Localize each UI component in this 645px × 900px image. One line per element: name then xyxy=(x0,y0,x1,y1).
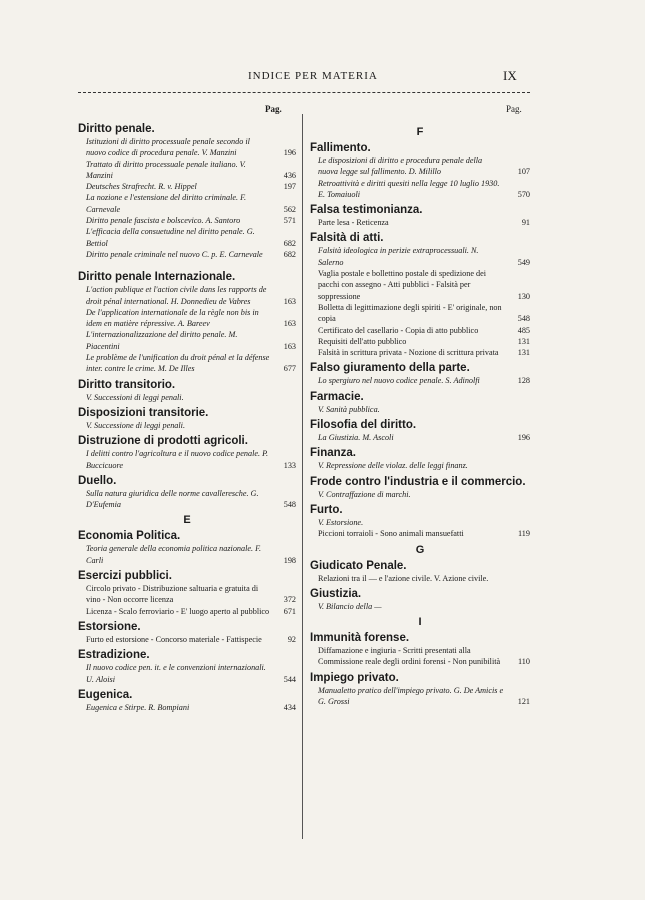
entry-text xyxy=(86,215,296,226)
entry-text xyxy=(318,217,530,228)
entry-title: Retroattività e diritti quesiti nella legge 10 luglio 1930. E. Tomaiuoli xyxy=(318,178,500,199)
entry-text xyxy=(86,634,296,645)
index-entry xyxy=(310,528,530,539)
entry-page-number: 133 xyxy=(283,460,296,470)
index-heading: Estorsione. xyxy=(78,620,141,633)
index-entry xyxy=(78,307,296,330)
index-entry xyxy=(310,645,530,668)
entry-title: Le problème de l'unification du droit pénal et la défense inter. contre le crime. M. De Illes xyxy=(86,353,270,374)
header-rule xyxy=(78,92,530,93)
index-heading: Distruzione di prodotti agricoli. xyxy=(78,435,248,448)
entry-title: V. Repressione delle violaz. delle leggi finanz. xyxy=(318,461,468,471)
entry-title: Teoria generale della economia politica nazionale. F. Carli xyxy=(86,544,262,565)
entry-text xyxy=(318,155,530,178)
entry-text xyxy=(318,178,530,201)
header-title: INDICE PER MATERIA xyxy=(248,70,378,82)
entry-page-number: 198 xyxy=(283,555,296,565)
index-entry xyxy=(310,573,530,584)
entry-title: La Giustizia. M. Ascoli xyxy=(318,433,394,443)
entry-page-number: 485 xyxy=(517,325,530,335)
entry-text xyxy=(86,488,296,511)
index-heading: Giustizia. xyxy=(310,587,362,600)
entry-title: V. Successioni di leggi penali. xyxy=(86,392,184,402)
entry-page-number: 671 xyxy=(283,606,296,616)
entry-title: V. Contraffazione di marchi. xyxy=(318,489,411,499)
index-entry xyxy=(78,192,296,215)
index-entry xyxy=(78,159,296,182)
entry-page-number: 128 xyxy=(517,376,530,386)
index-heading: Esercizi pubblici. xyxy=(78,570,172,583)
index-entry xyxy=(78,352,296,375)
index-heading: Estradizione. xyxy=(78,649,150,662)
entry-text xyxy=(86,181,296,192)
entry-text xyxy=(86,352,296,375)
index-entry xyxy=(78,702,296,713)
entry-text xyxy=(318,375,530,386)
entry-page-number: 548 xyxy=(517,314,530,324)
index-entry xyxy=(78,215,296,226)
index-entry xyxy=(310,155,530,178)
entry-text xyxy=(318,432,530,443)
entry-text xyxy=(318,404,530,415)
index-entry xyxy=(78,583,296,606)
index-heading: Giudicato Penale. xyxy=(310,559,407,572)
entry-title: L'action publique et l'action civile dans les rapports de droit pénal international. H. Donnedieu de Vabres xyxy=(86,285,267,306)
index-entry xyxy=(78,488,296,511)
index-heading: Disposizioni transitorie. xyxy=(78,406,209,419)
entry-text xyxy=(318,489,530,500)
section-letter: E xyxy=(183,514,191,527)
entry-title: Diritto penale fascista e bolscevico. A. Santoro xyxy=(86,216,241,226)
entry-page-number: 131 xyxy=(517,348,530,358)
entry-page-number: 570 xyxy=(517,189,530,199)
entry-text xyxy=(86,606,296,617)
index-heading: Economia Politica. xyxy=(78,530,181,543)
index-entry xyxy=(78,329,296,352)
entry-title: Vaglia postale e bollettino postale di spedizione dei pacchi con assegno - Atti pubblici - Falsità per soppressione xyxy=(318,269,487,301)
index-entry xyxy=(310,302,530,325)
left-column xyxy=(78,122,296,713)
index-heading: Finanza. xyxy=(310,447,357,460)
index-entry xyxy=(310,601,530,612)
entry-page-number: 196 xyxy=(283,148,296,158)
entry-text xyxy=(318,268,530,302)
entry-page-number: 121 xyxy=(517,697,530,707)
section-letter: I xyxy=(418,616,422,629)
entry-page-number: 163 xyxy=(283,341,296,351)
entry-title: Certificato del casellario - Copia di atto pubblico xyxy=(318,325,479,335)
section-letter: G xyxy=(415,543,425,556)
index-heading: Immunità forense. xyxy=(310,632,410,645)
entry-title: V. Bilancio della — xyxy=(318,601,382,611)
index-heading: Falsa testimonianza. xyxy=(310,204,423,217)
entry-title: Manualetto pratico dell'impiego privato. G. De Amicis e G. Grossi xyxy=(318,685,504,707)
entry-page-number: 110 xyxy=(518,657,530,667)
entry-text xyxy=(86,284,296,307)
entry-page-number: 130 xyxy=(517,291,530,301)
entry-page-number: 544 xyxy=(283,674,296,684)
entry-page-number: 562 xyxy=(283,204,296,214)
entry-page-number: 91 xyxy=(521,218,530,228)
entry-title: Eugenica e Stirpe. R. Bompiani xyxy=(86,702,190,712)
index-heading: Duello. xyxy=(78,474,117,487)
entry-title: Lo spergiuro nel nuovo codice penale. S. Adinolfi xyxy=(318,376,480,386)
index-entry xyxy=(78,420,296,431)
entry-text xyxy=(86,136,296,159)
entry-page-number: 571 xyxy=(283,216,296,226)
entry-page-number: 163 xyxy=(283,296,296,306)
entry-title: L'efficacia della consuetudine nel diritto penale. G. Bettiol xyxy=(86,227,255,248)
entry-title: L'internazionalizzazione del diritto penale. M. Piacentini xyxy=(86,330,238,351)
entry-page-number: 677 xyxy=(283,364,296,374)
entry-text xyxy=(86,543,296,566)
entry-text xyxy=(318,517,530,528)
entry-page-number: 119 xyxy=(518,529,530,539)
index-heading: Diritto penale. xyxy=(78,123,155,135)
index-entry xyxy=(310,245,530,268)
entry-text xyxy=(86,249,296,260)
entry-title: V. Successione di leggi penali. xyxy=(86,420,185,430)
entry-page-number: 549 xyxy=(517,257,530,267)
entry-title: Diritto penale criminale nel nuovo C. p. E. Carnevale xyxy=(86,249,263,259)
entry-title: La nozione e l'estensione del diritto criminale. F. Carnevale xyxy=(86,193,247,214)
entry-title: V. Sanità pubblica. xyxy=(318,404,380,414)
index-heading: Frode contro l'industria e il commercio. xyxy=(310,475,526,488)
entry-title: Il nuovo codice pen. it. e le convenzioni internazionali. U. Aloisi xyxy=(86,663,266,684)
entry-page-number: 548 xyxy=(283,500,296,510)
entry-page-number: 131 xyxy=(517,336,530,346)
index-entry xyxy=(78,448,296,471)
entry-title: Deutsches Strafrecht. R. v. Hippel xyxy=(86,182,197,192)
entry-text xyxy=(86,226,296,249)
index-entry xyxy=(310,460,530,471)
entry-title: Istituzioni di diritto processuale penale secondo il nuovo codice di procedura penale. V. Manzini xyxy=(86,137,250,158)
entry-page-number: 682 xyxy=(283,249,296,259)
entry-text xyxy=(318,325,530,336)
index-entry xyxy=(78,136,296,159)
entry-text xyxy=(86,702,296,713)
index-entry xyxy=(310,375,530,386)
index-heading: Diritto transitorio. xyxy=(78,378,176,391)
entry-page-number: 107 xyxy=(517,167,530,177)
entry-title: Relazioni tra il — e l'azione civile. V. Azione civile. xyxy=(318,573,489,583)
index-heading: Impiego privato. xyxy=(310,671,399,684)
entry-title: Sulla natura giuridica delle norme cavalleresche. G. D'Eufemia xyxy=(86,488,259,510)
entry-title: Trattato di diritto processuale penale italiano. V. Manzini xyxy=(86,159,246,180)
entry-page-number: 197 xyxy=(283,182,296,192)
index-entry xyxy=(310,404,530,415)
index-entry xyxy=(310,517,530,528)
entry-text xyxy=(86,159,296,182)
header-page-number: IX xyxy=(503,68,517,83)
entry-page-number: 196 xyxy=(517,433,530,443)
index-entry xyxy=(310,685,530,708)
entry-text xyxy=(318,336,530,347)
entry-text xyxy=(86,662,296,685)
entry-text xyxy=(318,528,530,539)
index-entry xyxy=(78,543,296,566)
entry-text xyxy=(318,685,530,708)
column-divider xyxy=(302,114,303,839)
entry-title: Piccioni torraioli - Sono animali mansuefatti xyxy=(318,529,464,539)
entry-text xyxy=(318,573,530,584)
entry-page-number: 436 xyxy=(283,170,296,180)
index-entry xyxy=(78,662,296,685)
entry-text xyxy=(86,420,296,431)
index-entry xyxy=(310,268,530,302)
entry-title: De l'application internationale de la règle non bis in idem en matière répressive. A. Bareev xyxy=(86,307,259,329)
entry-page-number: 682 xyxy=(283,238,296,248)
index-entry xyxy=(78,634,296,645)
index-entry xyxy=(78,181,296,192)
entry-text xyxy=(318,347,530,358)
entry-text xyxy=(318,601,530,612)
section-letter: F xyxy=(416,126,424,138)
entry-title: Falsità ideologica in perizie extraprocessuali. N. Salerno xyxy=(318,246,479,267)
index-entry xyxy=(78,284,296,307)
index-entry xyxy=(310,432,530,443)
entry-page-number: 163 xyxy=(283,319,296,329)
entry-title: V. Estorsione. xyxy=(318,517,364,527)
entry-title: Furto ed estorsione - Concorso materiale - Fattispecie xyxy=(86,634,262,644)
index-entry xyxy=(310,217,530,228)
index-heading: Diritto penale Internazionale. xyxy=(78,271,236,284)
index-entry xyxy=(310,347,530,358)
index-entry xyxy=(310,336,530,347)
entry-page-number: 434 xyxy=(283,702,296,712)
index-heading: Farmacie. xyxy=(310,390,364,403)
entry-title: Le disposizioni di diritto e procedura penale della nuova legge sul fallimento. D. Milillo xyxy=(318,156,483,177)
index-heading: Fallimento. xyxy=(310,142,371,154)
entry-title: Parte lesa - Reticenza xyxy=(318,218,389,228)
index-entry xyxy=(310,325,530,336)
pag-label-left: Pag. xyxy=(265,104,282,114)
entry-text xyxy=(86,307,296,330)
entry-title: Bolletta di legittimazione degli spiriti - E' originale, non copia xyxy=(318,302,502,324)
index-entry xyxy=(78,226,296,249)
index-heading: Falsità di atti. xyxy=(310,232,384,245)
index-entry xyxy=(78,249,296,260)
entry-page-number: 372 xyxy=(283,595,296,605)
index-entry xyxy=(310,178,530,201)
entry-text xyxy=(86,192,296,215)
entry-text xyxy=(86,329,296,352)
entry-text xyxy=(318,245,530,268)
entry-text xyxy=(318,460,530,471)
index-entry xyxy=(78,392,296,403)
entry-title: I delitti contro l'agricoltura e il nuovo codice penale. P. Buccicuore xyxy=(86,449,269,470)
entry-title: Licenza - Scalo ferroviario - E' luogo aperto al pubblico xyxy=(86,606,270,616)
entry-title: Requisiti dell'atto pubblico xyxy=(318,336,407,346)
right-column xyxy=(310,122,530,707)
index-heading: Filosofia del diritto. xyxy=(310,419,417,432)
index-entry xyxy=(78,606,296,617)
index-entry xyxy=(310,489,530,500)
entry-text xyxy=(86,448,296,471)
entry-title: Diffamazione e ingiuria - Scritti presentati alla Commissione reale degli ordini forensi - Non punibilità xyxy=(318,646,501,667)
entry-page-number: 92 xyxy=(287,634,296,644)
entry-text xyxy=(86,392,296,403)
pag-label-right: Pag. xyxy=(506,104,522,114)
entry-title: Falsità in scrittura privata - Nozione di scrittura privata xyxy=(318,348,499,358)
index-heading: Furto. xyxy=(310,503,343,516)
index-heading: Eugenica. xyxy=(78,688,133,701)
index-heading: Falso giuramento della parte. xyxy=(310,362,470,375)
running-header xyxy=(0,70,645,90)
entry-title: Circolo privato - Distribuzione saltuaria e gratuita di vino - Non occorre licenza xyxy=(86,584,259,605)
entry-text xyxy=(318,645,530,668)
entry-text xyxy=(318,302,530,325)
entry-text xyxy=(86,583,296,606)
